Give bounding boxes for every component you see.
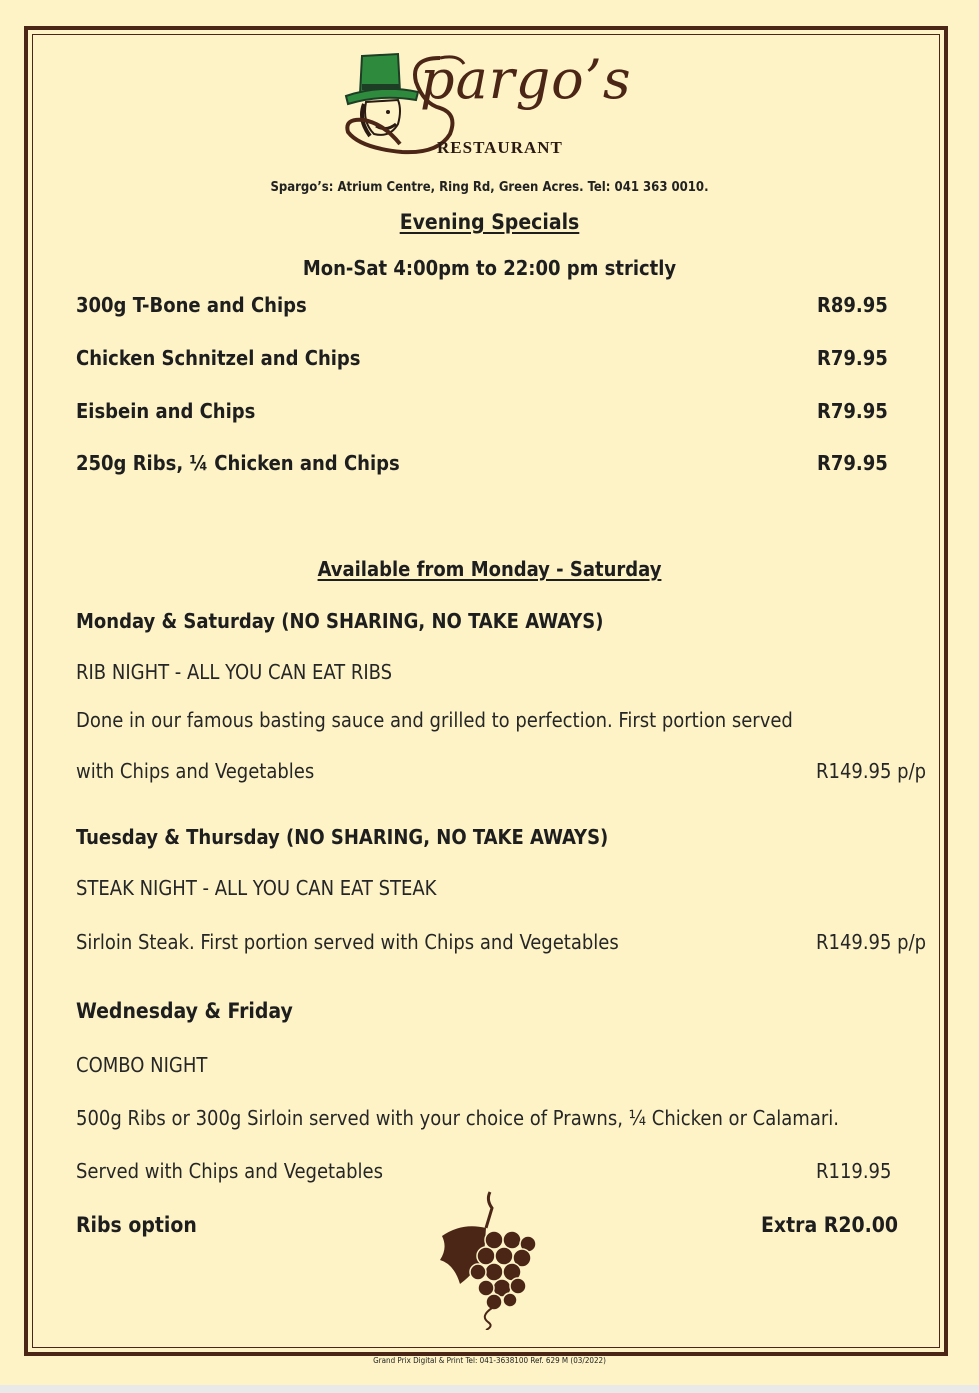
combo-night-price: R119.95 (816, 1159, 892, 1183)
address-line: Spargo’s: Atrium Centre, Ring Rd, Green Acres. Tel: 041 363 0010. (270, 180, 709, 195)
steak-night-desc: Sirloin Steak. First portion served with Chips and Vegetables (76, 930, 619, 954)
menu-item-price: R79.95 (817, 399, 888, 423)
menu-item-price: R79.95 (817, 451, 888, 475)
combo-night-desc: Served with Chips and Vegetables (76, 1159, 383, 1183)
evening-hours: Mon-Sat 4:00pm to 22:00 pm strictly (302, 256, 677, 280)
rib-night-desc: Done in our famous basting sauce and grilled to perfection. First portion served (76, 708, 793, 732)
rib-night-name: RIB NIGHT - ALL YOU CAN EAT RIBS (76, 660, 393, 684)
menu-item-price: R79.95 (817, 346, 888, 370)
steak-night-days: Tuesday & Thursday (NO SHARING, NO TAKE AWAYS) (76, 825, 609, 849)
menu-item-name: 250g Ribs, ¼ Chicken and Chips (76, 451, 400, 475)
weekly-title: Available from Monday - Saturday (317, 557, 662, 581)
rib-night-days: Monday & Saturday (NO SHARING, NO TAKE AWAYS) (76, 609, 604, 633)
combo-night-desc: 500g Ribs or 300g Sirloin served with your choice of Prawns, ¼ Chicken or Calamari. (76, 1106, 839, 1130)
rib-night-desc: with Chips and Vegetables (76, 759, 315, 783)
logo-wordmark: pargo’s (420, 48, 632, 111)
steak-night-price: R149.95 p/p (816, 930, 927, 954)
rib-night-price: R149.95 p/p (816, 759, 927, 783)
ribs-option-price: Extra R20.00 (761, 1213, 899, 1237)
menu-item-name: Eisbein and Chips (76, 399, 256, 423)
menu-item-price: R89.95 (817, 293, 888, 317)
grapes-icon (432, 1188, 540, 1330)
evening-specials-title: Evening Specials (399, 210, 580, 234)
steak-night-name: STEAK NIGHT - ALL YOU CAN EAT STEAK (76, 876, 437, 900)
combo-night-name: COMBO NIGHT (76, 1053, 208, 1077)
printer-credit: Grand Prix Digital & Print Tel: 041-3638100 Ref. 629 M (03/2022) (373, 1356, 606, 1365)
menu-item-name: Chicken Schnitzel and Chips (76, 346, 361, 370)
ribs-option-name: Ribs option (76, 1213, 197, 1237)
logo-subtitle: RESTAURANT (437, 138, 563, 157)
menu-item-name: 300g T-Bone and Chips (76, 293, 307, 317)
combo-night-days: Wednesday & Friday (76, 999, 293, 1023)
